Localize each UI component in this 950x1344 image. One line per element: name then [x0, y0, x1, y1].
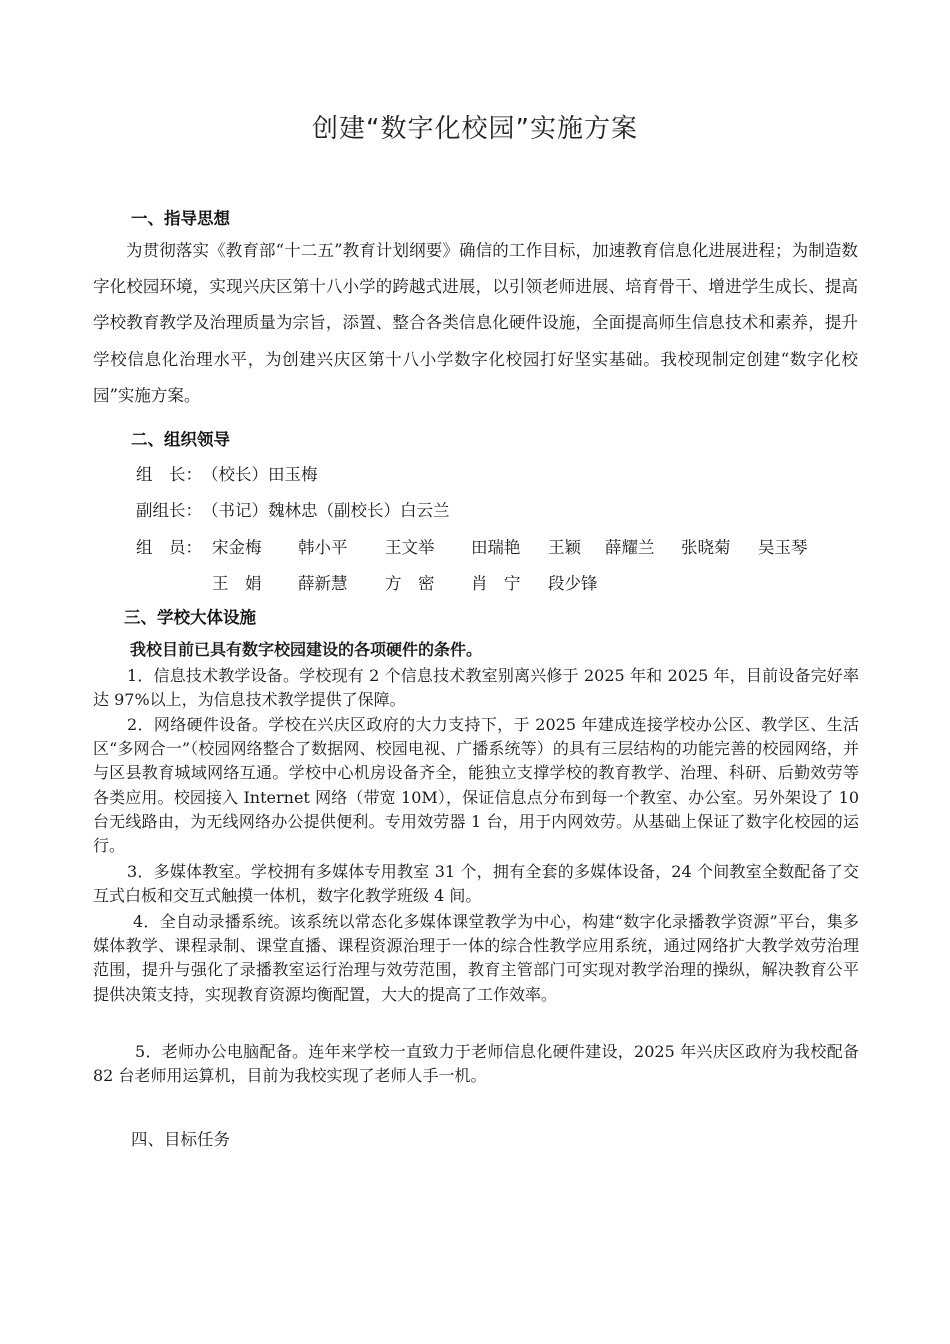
section-heading-guiding-ideology: 一、指导思想 [131, 209, 230, 228]
page-title: 创建“数字化校园”实施方案 [312, 114, 638, 144]
member-name: 王 娟 [212, 574, 262, 593]
facility-item-multimedia: 3．多媒体教室。学校拥有多媒体专用教室 31 个，拥有全套的多媒体设备，24 个间教室全数配备了交互式白板和交互式触摸一体机，数字化教学班级 4 间。 [93, 862, 859, 906]
org-row-leader [136, 461, 318, 485]
org-row-members [136, 534, 202, 558]
member-name: 韩小平 [298, 538, 348, 557]
member-name: 田瑞艳 [471, 538, 521, 557]
org-row-vice-leader [136, 497, 450, 521]
member-name: 王文举 [385, 538, 435, 557]
vice-leader-label: 副组长： [136, 501, 202, 520]
leader-value: （校长）田玉梅 [202, 465, 318, 484]
leader-label: 组 长： [136, 465, 202, 484]
facilities-intro: 我校目前已具有数字校园建设的各项硬件的条件。 [130, 640, 483, 659]
member-name: 薛耀兰 [605, 538, 655, 557]
vice-leader-value: （书记）魏林忠（副校长）白云兰 [202, 501, 450, 520]
facility-item-network: 2．网络硬件设备。学校在兴庆区政府的大力支持下，于 2025 年建成连接学校办公区、教学区、生活区“多网合一”（校园网络整合了数据网、校园电视、广播系统等）的具有三层结构的功能完善的校园网络，并与区县教育城域网络互通。学校中心机房设备齐全，能独立支撑学校的教育教学、治理、科研、后勤效劳等各类应用。校园接入 Internet 网络（带宽 10M），保证信息点分布到每一个教室、办公室。另外架设了 10 台无线路由，为无线网络办公提供便利。专用效劳器 1 台，用于内网效劳。从基础上保证了数字化校园的运行。 [93, 715, 859, 856]
facility-item-computers: 5．老师办公电脑配备。连年来学校一直致力于老师信息化硬件建设，2025 年兴庆区政府为我校配备 82 台老师用运算机，目前为我校实现了老师人手一机。 [93, 1042, 859, 1086]
section-heading-goals: 四、目标任务 [131, 1130, 230, 1149]
facility-item-recording: 4．全自动录播系统。该系统以常态化多媒体课堂教学为中心，构建“数字化录播教学资源”平台，集多媒体教学、课程录制、课堂直播、课程资源治理于一体的综合性教学应用系统，通过网络扩大教学效劳治理范围，提升与强化了录播教室运行治理与效劳范围，教育主管部门可实现对教学治理的操纵，解决教育公平提供决策支持，实现教育资源均衡配置，大大的提高了工作效率。 [93, 912, 859, 1004]
member-name: 王颖 [548, 538, 581, 557]
members-label: 组 员： [136, 538, 202, 557]
paragraph-guiding-ideology: 为贯彻落实《教育部“十二五”教育计划纲要》确信的工作目标，加速教育信息化进展进程；为制造数字化校园环境，实现兴庆区第十八小学的跨越式进展，以引领老师进展、培育骨干、增进学生成长、提高学校教育教学及治理质量为宗旨，添置、整合各类信息化硬件设施，全面提高师生信息技术和素养，提升学校信息化治理水平，为创建兴庆区第十八小学数字化校园打好坚实基础。我校现制定创建“数字化校园”实施方案。 [93, 241, 858, 405]
member-name: 宋金梅 [212, 538, 262, 557]
member-name: 薛新慧 [298, 574, 348, 593]
member-name: 吴玉琴 [758, 538, 808, 557]
member-name: 方 密 [385, 574, 435, 593]
member-name: 段少锋 [548, 574, 598, 593]
facility-item-it-equipment: 1．信息技术教学设备。学校现有 2 个信息技术教室别离兴修于 2025 年和 2025 年，目前设备完好率达 97%以上，为信息技术教学提供了保障。 [93, 666, 859, 710]
member-name: 张晓菊 [681, 538, 731, 557]
member-name: 肖 宁 [471, 574, 521, 593]
section-heading-organization: 二、组织领导 [131, 430, 230, 449]
section-heading-facilities: 三、学校大体设施 [124, 608, 256, 627]
